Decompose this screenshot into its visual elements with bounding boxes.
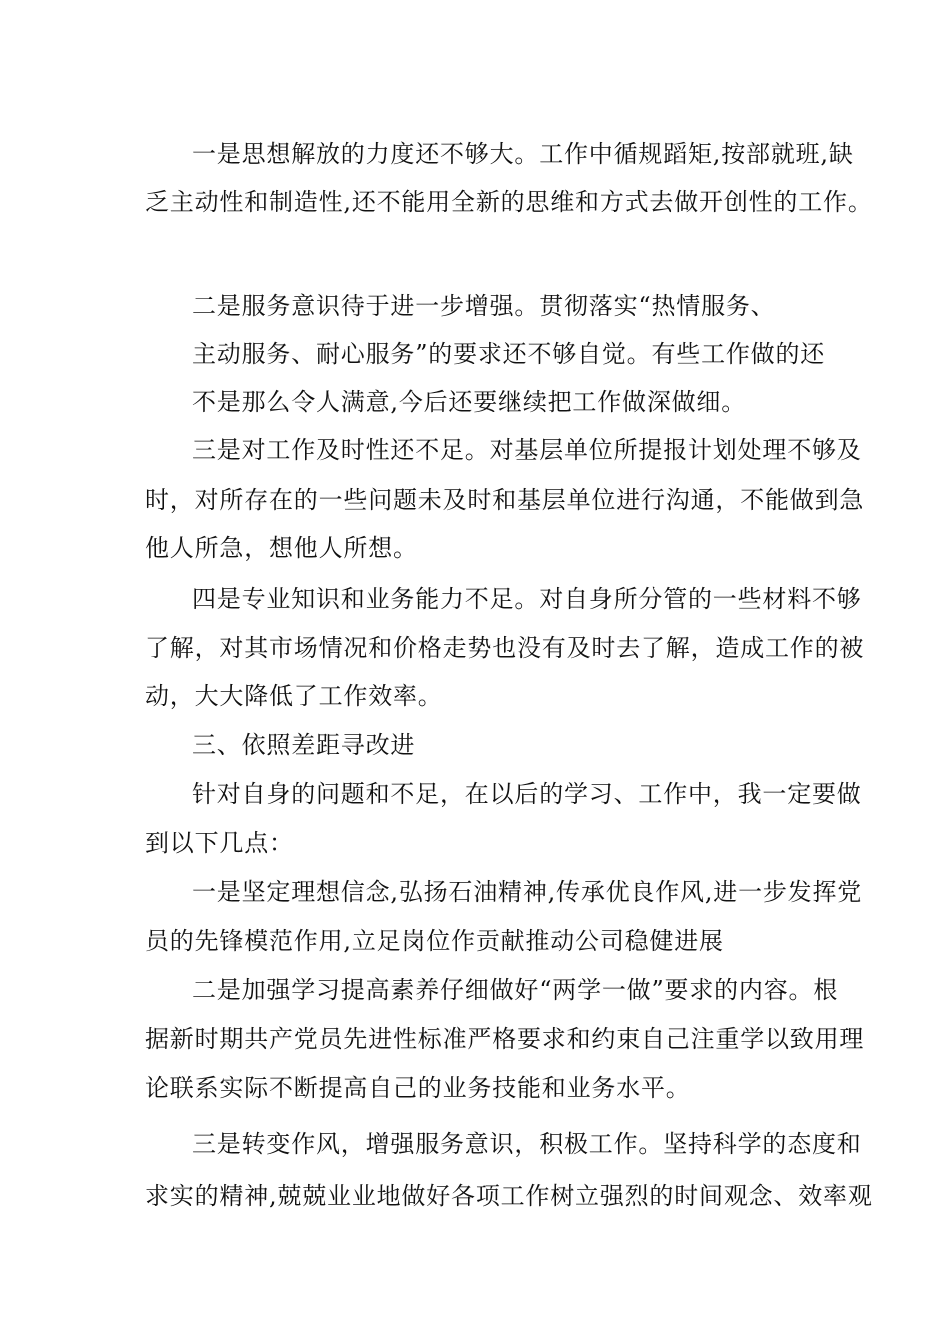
paragraph-2-line-2: 主动服务、耐心服务”的要求还不够自觉。有些工作做的还: [192, 340, 826, 368]
section-heading: 三、依照差距寻改进: [192, 731, 416, 759]
paragraph-6-line-2: 员的先锋模范作用,立足岗位作贡献推动公司稳健进展: [145, 927, 724, 955]
paragraph-7-line-3: 论联系实际不断提高自己的业务技能和业务水平。: [145, 1074, 691, 1102]
paragraph-7-line-1: 二是加强学习提高素养仔细做好“两学一做”要求的内容。根: [192, 976, 839, 1004]
paragraph-2-line-1: 二是服务意识待于进一步增强。贯彻落实“热情服务、: [192, 292, 776, 320]
paragraph-8-line-1: 三是转变作风，增强服务意识，积极工作。坚持科学的态度和: [192, 1130, 862, 1158]
paragraph-5-line-2: 到以下几点：: [145, 829, 294, 857]
paragraph-4-line-2: 了解，对其市场情况和价格走势也没有及时去了解，造成工作的被: [145, 634, 865, 662]
paragraph-5-line-1: 针对自身的问题和不足，在以后的学习、工作中，我一定要做: [192, 780, 862, 808]
paragraph-7-line-2: 据新时期共产党员先进性标准严格要求和约束自己注重学以致用理: [145, 1025, 865, 1053]
paragraph-4-line-3: 动，大大降低了工作效率。: [145, 682, 443, 710]
paragraph-8-line-2: 求实的精神,兢兢业业地做好各项工作树立强烈的时间观念、效率观: [145, 1182, 873, 1210]
paragraph-3-line-1: 三是对工作及时性还不足。对基层单位所提报计划处理不够及: [192, 436, 862, 464]
paragraph-1-line-2: 乏主动性和制造性,还不能用全新的思维和方式去做开创性的工作。: [145, 188, 873, 216]
paragraph-3-line-2: 时，对所存在的一些问题未及时和基层单位进行沟通，不能做到急: [145, 486, 865, 514]
paragraph-4-line-1: 四是专业知识和业务能力不足。对自身所分管的一些材料不够: [192, 585, 862, 613]
paragraph-3-line-3: 他人所急，想他人所想。: [145, 534, 418, 562]
paragraph-1-line-1: 一是思想解放的力度还不够大。工作中循规蹈矩,按部就班,缺: [192, 140, 854, 168]
paragraph-6-line-1: 一是坚定理想信念,弘扬石油精神,传承优良作风,进一步发挥党: [192, 878, 863, 906]
paragraph-2-line-3: 不是那么令人满意,今后还要继续把工作做深做细。: [192, 388, 747, 416]
